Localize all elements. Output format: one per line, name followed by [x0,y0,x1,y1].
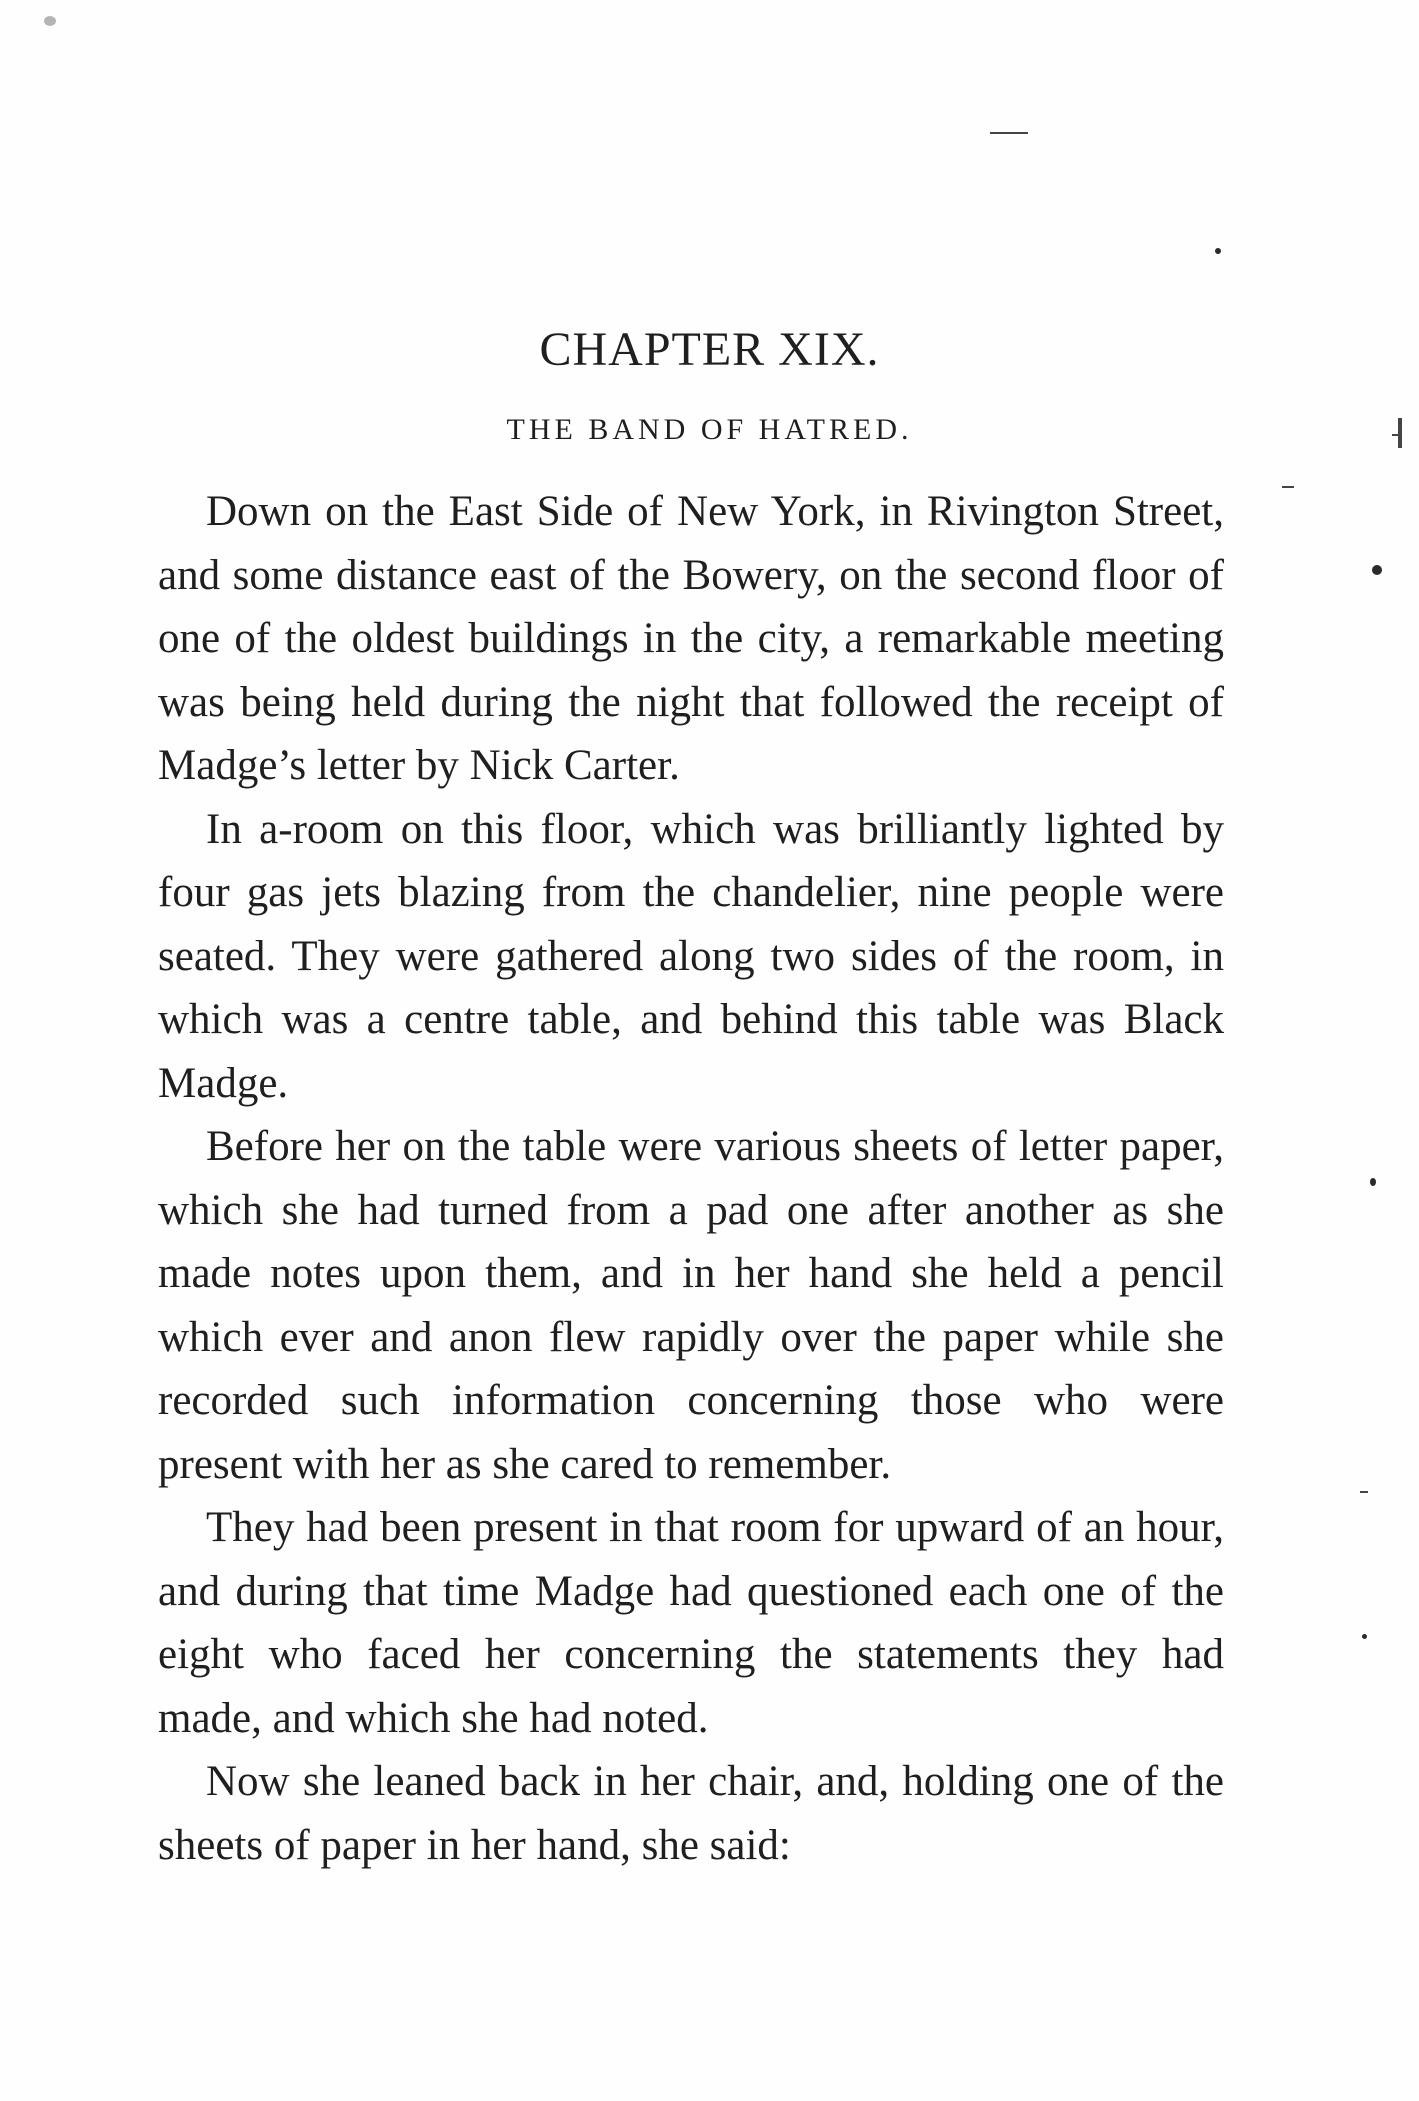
paragraph: They had been present in that room for upward of an hour, and during that time Madge had questioned each one of the eight who faced her concerning the statements they had made, and which she had noted. [158,1504,1224,1742]
scan-speck [1370,1178,1376,1186]
scan-mark [1360,1491,1368,1493]
chapter-title: CHAPTER XIX. [539,323,880,376]
paragraph: In a-room on this floor, which was brilliantly lighted by four gas jets blazing from the chandelier, nine people were seated. They were gathered along two sides of the room, in which was a centre table, and behind this table was Black Madge. [158,805,1224,1107]
chapter-subtitle: THE BAND OF HATRED. [506,413,913,446]
scan-speck [44,16,56,26]
scan-speck [1372,565,1382,575]
paragraph: Before her on the table were various sheets of letter paper, which she had turned from a pad one after another as she made notes upon them, and in her hand she held a pencil which ever and anon flew rapidly over the paper while she recorded such information concerning those who were present with her as she cared to remember. [158,1123,1224,1488]
chapter-body [158,480,1224,1877]
scan-mark [990,132,1028,134]
scan-mark [1282,486,1294,488]
paragraph: Now she leaned back in her chair, and, holding one of the sheets of paper in her hand, she said: [158,1758,1224,1869]
scan-speck [1215,248,1221,254]
scan-speck [1362,1634,1367,1639]
paragraph: Down on the East Side of New York, in Rivington Street, and some distance east of the Bowery, on the second floor of one of the oldest buildings in the city, a remarkable meeting was being held during the night that followed the receipt of Madge’s letter by Nick Carter. [158,488,1224,789]
